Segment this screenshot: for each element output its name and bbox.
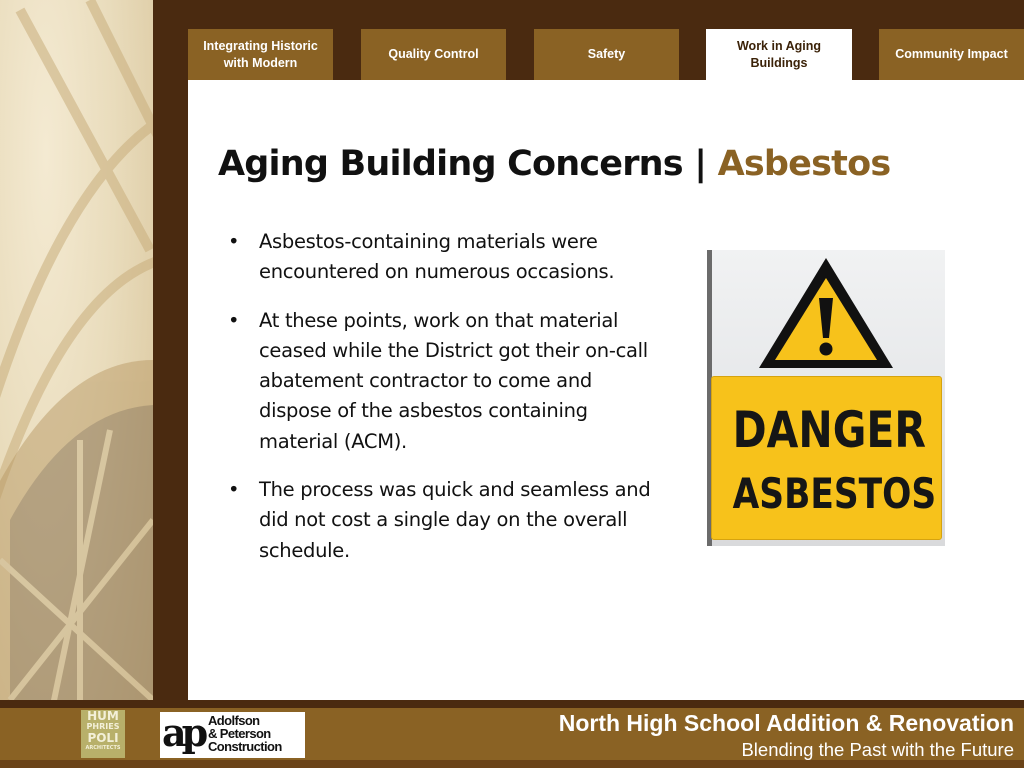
humphries-poli-logo (81, 710, 125, 758)
ap-logo-text (208, 714, 304, 753)
bullet-text: The process was quick and seamless and did not cost a single day on the overall schedule. (259, 478, 651, 562)
bullet-text: At these points, work on that material ceased while the District got their on-call abatement contractor to come and dispose of the asbestos containing material (ACM). (259, 308, 648, 453)
footer (0, 700, 1024, 768)
logo-hp-line: PHRIES (86, 722, 120, 731)
tab-quality-control[interactable]: Quality Control (361, 29, 506, 80)
footer-title: North High School Addition & Renovation (558, 710, 1014, 736)
footer-bottom-band (0, 760, 1024, 768)
ap-logo-line: Adolfson (208, 713, 260, 728)
ap-logo-line: Construction (208, 739, 282, 754)
warning-triangle-icon (707, 250, 945, 380)
danger-asbestos-sign-image (707, 250, 945, 546)
bullet-list (228, 227, 668, 584)
ap-logo-mark: ap (162, 710, 204, 755)
sign-plate (711, 376, 942, 540)
bullet-dot-icon: • (228, 230, 240, 253)
title-accent: Asbestos (717, 144, 891, 184)
decorative-arch-panel (0, 0, 153, 768)
arch-illustration (0, 0, 153, 768)
bullet-dot-icon: • (228, 308, 240, 332)
bullet-dot-icon: • (228, 478, 240, 502)
logo-hp-line: POLI (87, 731, 119, 745)
tab-safety[interactable]: Safety (534, 29, 679, 80)
tab-work-in-aging-buildings[interactable]: Work in Aging Buildings (706, 29, 852, 80)
bullet-item (228, 475, 668, 566)
title-main: Aging Building Concerns | (218, 144, 707, 184)
logo-hp-line: HUM (87, 710, 119, 723)
tab-integrating-historic[interactable]: Integrating Historic with Modern (188, 29, 333, 80)
ap-logo-line: & Peterson (208, 726, 271, 741)
footer-subtitle: Blending the Past with the Future (741, 739, 1014, 760)
footer-top-band (0, 700, 1024, 708)
logo-hp-line: ARCHITECTS (85, 745, 121, 751)
page-title (218, 144, 890, 184)
bullet-item (228, 306, 668, 457)
sign-word-asbestos: ASBESTOS (732, 469, 937, 518)
bullet-item (228, 227, 668, 288)
sign-word-danger: DANGER (732, 401, 926, 459)
left-frame (153, 0, 188, 700)
tab-community-impact[interactable]: Community Impact (879, 29, 1024, 80)
bullet-text: Asbestos-containing materials were encountered on numerous occasions. (259, 230, 615, 284)
adolfson-peterson-logo (160, 712, 305, 758)
slide-content (188, 80, 1024, 700)
